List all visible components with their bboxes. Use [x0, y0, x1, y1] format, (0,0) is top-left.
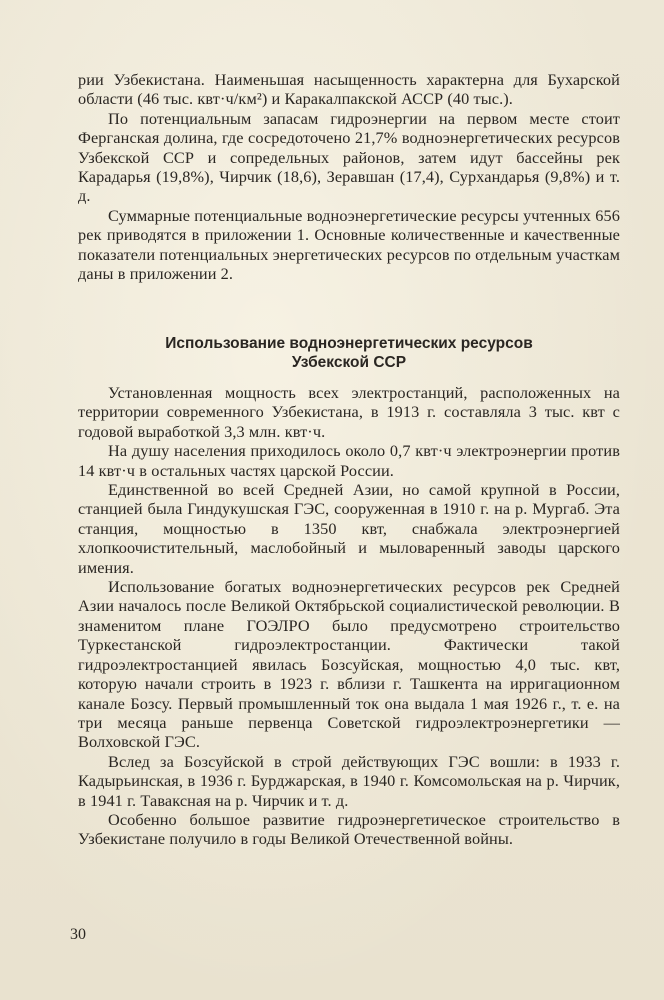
paragraph: По потенциальным запасам гидроэнергии на первом месте стоит Ферганская долина, где сосредоточено 21,7% водноэнергетических ресурсов Узбекской ССР и сопредельных районов, затем идут бассейны рек Карадарья (19,8%), Чирчик (18,6), Зеравшан (17,4), Сурхандарья (9,8%) и т. д. — [78, 108, 620, 206]
paragraph: Вслед за Бозсуйской в строй действующих ГЭС вошли: в 1933 г. Кадырьинская, в 1936 г. Бурджарская, в 1940 г. Комсомольская на р. Чирчик, в 1941 г. Таваксная на р. Чирчик и т. д. — [78, 751, 620, 810]
paragraph: Особенно большое развитие гидроэнергетическое строительство в Узбекистане получило в годы Великой Отечественной войны. — [78, 809, 620, 849]
page-number: 30 — [70, 926, 86, 943]
paragraph: На душу населения приходилось около 0,7 квт·ч электроэнергии против 14 квт·ч в остальных частях царской России. — [78, 441, 620, 480]
paragraph: Единственной во всей Средней Азии, но самой крупной в России, станцией была Гиндукушская ГЭС, сооруженная в 1910 г. на р. Мургаб. Эта станция, мощностью в 1350 квт, снабжала электроэнергией хлопкоочистительный, маслобойный и мыловаренный заводы царского имения. — [78, 480, 620, 577]
section-heading — [78, 334, 620, 372]
paragraph: Использование богатых водноэнергетических ресурсов рек Средней Азии началось после Великой Октябрьской социалистической революции. В знаменитом плане ГОЭЛРО было предусмотрено строительство Туркестанской гидроэлектростанции. Фактически такой гидроэлектростанцией явилась Бозсуйская, мощностью 4,0 тыс. квт, которую начали строить в 1923 г. вблизи г. Ташкента на ирригационном канале Бозсу. Первый промышленный ток она выдала 1 мая 1926 г., т. е. на три месяца раньше первенца Советской гидроэлектроэнергетики — Волховской ГЭС. — [78, 577, 620, 752]
paragraph: рии Узбекистана. Наименьшая насыщенность характерна для Бухарской области (46 тыс. квт·ч/км²) и Каракалпакской АССР (40 тыс.). — [78, 70, 620, 109]
text-block-bottom — [78, 383, 620, 849]
text-block-top — [78, 70, 620, 283]
section-heading-line2: Узбекской ССР — [291, 354, 407, 371]
paragraph: Установленная мощность всех электростанций, расположенных на территории современного Узбекистана, в 1913 г. составляла 3 тыс. квт с годовой выработкой 3,3 млн. квт·ч. — [78, 383, 620, 441]
section-heading-line1: Использование водноэнергетических ресурсов — [165, 335, 533, 352]
paragraph: Суммарные потенциальные водноэнергетические ресурсы учтенных 656 рек приводятся в приложении 1. Основные количественные и качественные показатели потенциальных энергетических ресурсов по отдельным участкам даны в приложении 2. — [78, 205, 620, 284]
